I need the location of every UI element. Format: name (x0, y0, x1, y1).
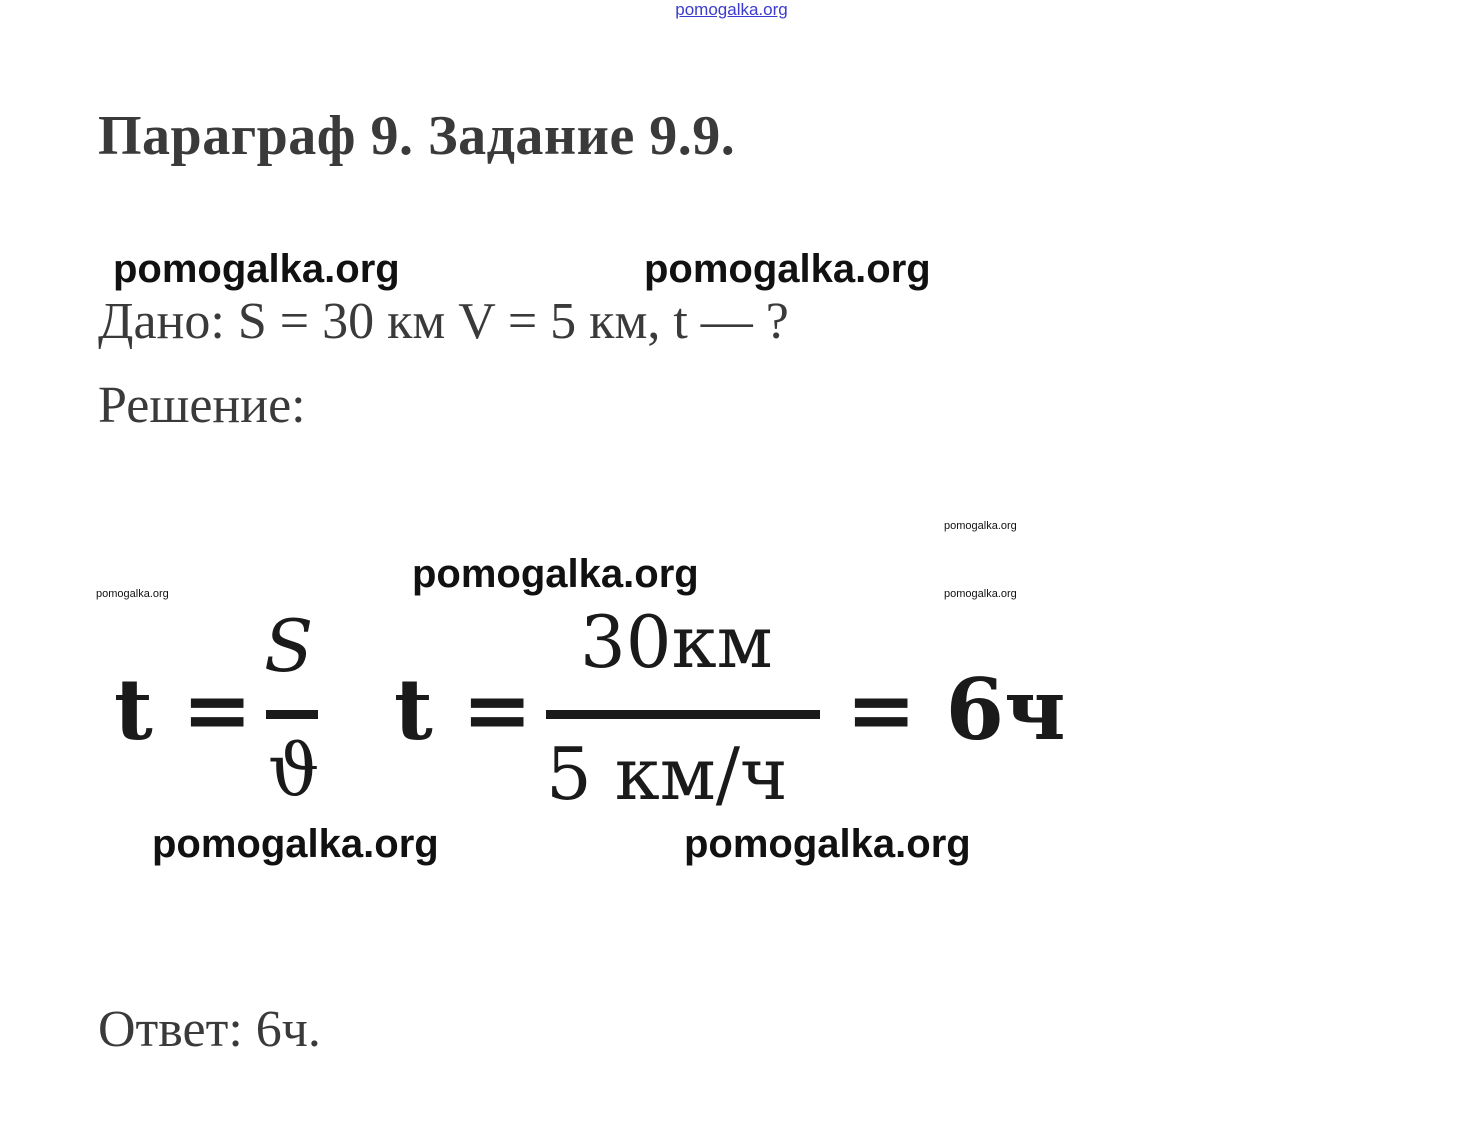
watermark-text: pomogalka.org (412, 552, 699, 596)
formula-denominator-1: ϑ (268, 728, 320, 812)
watermark-text: pomogalka.org (96, 588, 169, 600)
page-title: Параграф 9. Задание 9.9. (98, 105, 736, 167)
watermark-text: pomogalka.org (944, 588, 1017, 600)
formula-numerator-2: 30км (580, 600, 773, 684)
fraction-bar-2 (546, 710, 820, 719)
watermark-text: pomogalka.org (152, 822, 439, 866)
formula-numerator-1: S (264, 604, 314, 688)
formula-denominator-2: 5 км/ч (546, 732, 788, 816)
formula-result: = 6ч (846, 660, 1066, 759)
watermark-text: pomogalka.org (684, 822, 971, 866)
formula-lhs-2: t = (394, 660, 533, 759)
watermark-text: pomogalka.org (644, 247, 931, 291)
watermark-text: pomogalka.org (113, 247, 400, 291)
solution-label: Решение: (98, 377, 306, 434)
watermark-text: pomogalka.org (944, 520, 1017, 532)
watermark-link[interactable]: pomogalka.org (675, 0, 788, 19)
formula-lhs-1: t = (114, 660, 253, 759)
given-line: Дано: S = 30 км V = 5 км, t — ? (98, 293, 789, 350)
answer-line: Ответ: 6ч. (98, 1001, 321, 1058)
fraction-bar-1 (266, 710, 318, 719)
